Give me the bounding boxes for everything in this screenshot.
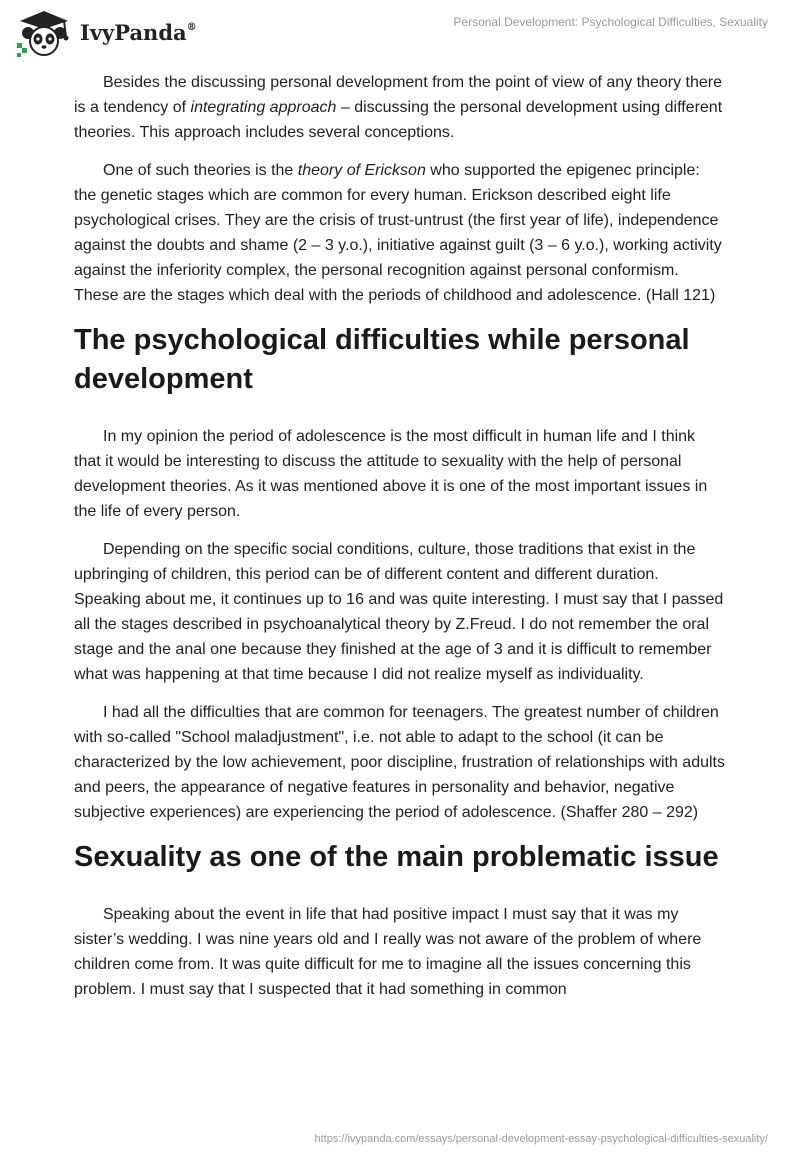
emphasis-text: integrating approach (190, 99, 337, 116)
document-title: Personal Development: Psychological Difficulties, Sexuality (453, 15, 768, 29)
paragraph: Speaking about the event in life that had positive impact I must say that it was my sister’s wedding. I was nine years old and I really was not aware of the problem of where children come from. It was quite difficult for me to imagine all the issues concerning this problem. I must say that I suspected that it had something in common (74, 906, 702, 998)
registered-mark: ® (186, 22, 197, 33)
paragraph: Depending on the specific social conditions, culture, those traditions that exist in the upbringing of children, this period can be of different content and different duration. Speaking about me, it continues up to 16 and was quite interesting. I must say that I passed all the stages described in psychoanalytical theory by Z.Freud. I do not remember the oral stage and the anal one because they finished at the age of 3 and it is difficult to remember what was happening at that time because I did not realize myself as individuality. (74, 541, 724, 683)
paragraph (74, 70, 726, 145)
source-url[interactable]: https://ivypanda.com/essays/personal-development-essay-psychological-difficulties-sexuality/ (314, 1133, 768, 1145)
paragraph: I had all the difficulties that are common for teenagers. The greatest number of children with so-called "School maladjustment", i.e. not able to adapt to the school (it can be characterized by the low achievement, poor discipline, frustration of relationships with adults and peers, the appearance of negative features in personality and behavior, negative subjective experiences) are experiencing the period of adolescence. (Shaffer 280 – 292) (74, 704, 725, 821)
paragraph-text: One of such theories is the (103, 162, 298, 179)
paragraph: In my opinion the period of adolescence is the most difficult in human life and I think that it would be interesting to discuss the attitude to sexuality with the help of personal development theories. As it was mentioned above it is one of the most important issues in the life of every person. (74, 428, 708, 520)
page-header (0, 0, 800, 62)
essay-body (74, 70, 726, 1015)
brand-text: IvyPanda (80, 20, 187, 45)
paragraph-text: who supported the epigenec principle: the genetic stages which are common for every human. Erickson described eight life psychological crises. They are the crisis of trust-untrust (the first year of life), independence against the doubts and shame (2 – 3 y.o.), initiative against guilt (3 – 6 y.o.), working activity against the inferiority complex, the personal recognition against personal conformism. These are the stages which deal with the periods of childhood and adolescence. (Hall 121) (74, 162, 722, 304)
section-heading: Sexuality as one of the main problematic issue (74, 841, 719, 873)
paragraph-text: Besides the discussing personal development from the point of view of any theory there is a tendency of (74, 74, 723, 116)
paragraph (74, 158, 726, 308)
paragraph-text: – discussing the personal development using different theories. This approach includes several conceptions. (74, 99, 723, 141)
panda-logo-icon[interactable] (14, 7, 76, 57)
emphasis-text: theory of Erickson (297, 162, 426, 179)
section-heading: The psychological difficulties while personal development (74, 324, 690, 395)
brand-name[interactable] (80, 20, 197, 45)
